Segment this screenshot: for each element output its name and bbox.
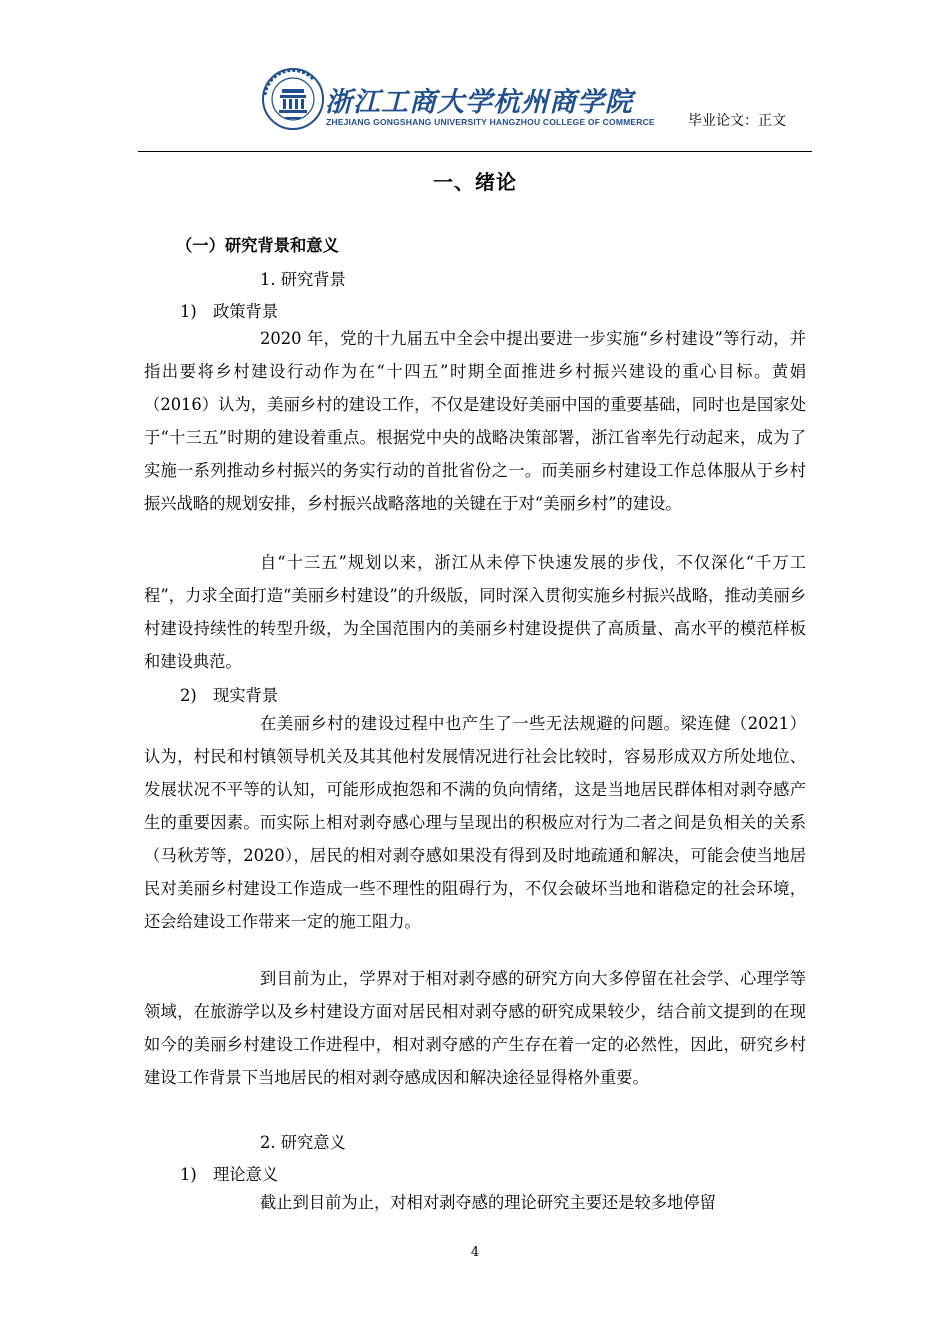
chapter-title: 一、绪论 xyxy=(433,170,517,194)
page-number: 4 xyxy=(470,1245,480,1260)
paragraph-policy-1: 2020 年，党的十九届五中全会中提出要进一步实施“乡村建设”等行动，并指出要将乡村建设行动作为在“十四五”时期全面推进乡村振兴建设的重心目标。黄娟（2016）认为，美丽乡村的建设工作，不仅是建设好美丽中国的重要基础，同时也是国家处于“十三五”时期的建设着重点。根据党中央的战略决策部署，浙江省率先行动起来，成为了实施一系列推动乡村振兴的务实行动的首批省份之一。而美丽乡村建设工作总体服从于乡村振兴战略的规划安排，乡村振兴战略落地的关键在于对“美丽乡村”的建设。 xyxy=(144,329,806,513)
university-seal-logo xyxy=(261,67,325,131)
header-divider xyxy=(138,151,812,152)
university-logo-english: ZHEJIANG GONGSHANG UNIVERSITY HANGZHOU COLLEGE OF COMMERCE xyxy=(326,117,655,127)
subsection-heading-significance: 2. 研究意义 xyxy=(260,1133,346,1152)
university-logo-name: 浙江工商大学杭州商学院 xyxy=(325,87,633,118)
item-reality-background: 2) 现实背景 xyxy=(180,686,279,705)
paragraph-policy-2: 自“十三五”规划以来，浙江从未停下快速发展的步伐，不仅深化“千万工程”，力求全面打造“美丽乡村建设”的升级版，同时深入贯彻实施乡村振兴战略，推动美丽乡村建设持续性的转型升级，为全国范围内的美丽乡村建设提供了高质量、高水平的模范样板和建设典范。 xyxy=(144,553,806,671)
page-header xyxy=(138,60,812,152)
item-policy-background: 1) 政策背景 xyxy=(180,302,279,321)
paragraph-reality-1: 在美丽乡村的建设过程中也产生了一些无法规避的问题。梁连健（2021）认为，村民和村镇领导机关及其其他村发展情况进行社会比较时，容易形成双方所处地位、发展状况不平等的认知，可能形成抱怨和不满的负向情绪，这是当地居民群体相对剥夺感产生的重要因素。而实际上相对剥夺感心理与呈现出的积极应对行为二者之间是负相关的关系（马秋芳等，2020），居民的相对剥夺感如果没有得到及时地疏通和解决，可能会使当地居民对美丽乡村建设工作造成一些不理性的阻碍行为，不仅会破坏当地和谐稳定的社会环境，还会给建设工作带来一定的施工阻力。 xyxy=(144,714,806,931)
item-theoretical-significance: 1) 理论意义 xyxy=(180,1165,279,1184)
paragraph-reality-2: 到目前为止，学界对于相对剥夺感的研究方向大多停留在社会学、心理学等领域，在旅游学以及乡村建设方面对居民相对剥夺感的研究成果较少，结合前文提到的在现如今的美丽乡村建设工作进程中，相对剥夺感的产生存在着一定的必然性，因此，研究乡村建设工作背景下当地居民的相对剥夺感成因和解决途径显得格外重要。 xyxy=(144,969,806,1087)
subsection-heading-background: 1. 研究背景 xyxy=(260,270,346,289)
paragraph-theoretical: 截止到目前为止，对相对剥夺感的理论研究主要还是较多地停留 xyxy=(260,1193,716,1212)
section-heading: （一）研究背景和意义 xyxy=(176,236,339,255)
header-document-label: 毕业论文：正文 xyxy=(688,113,786,129)
